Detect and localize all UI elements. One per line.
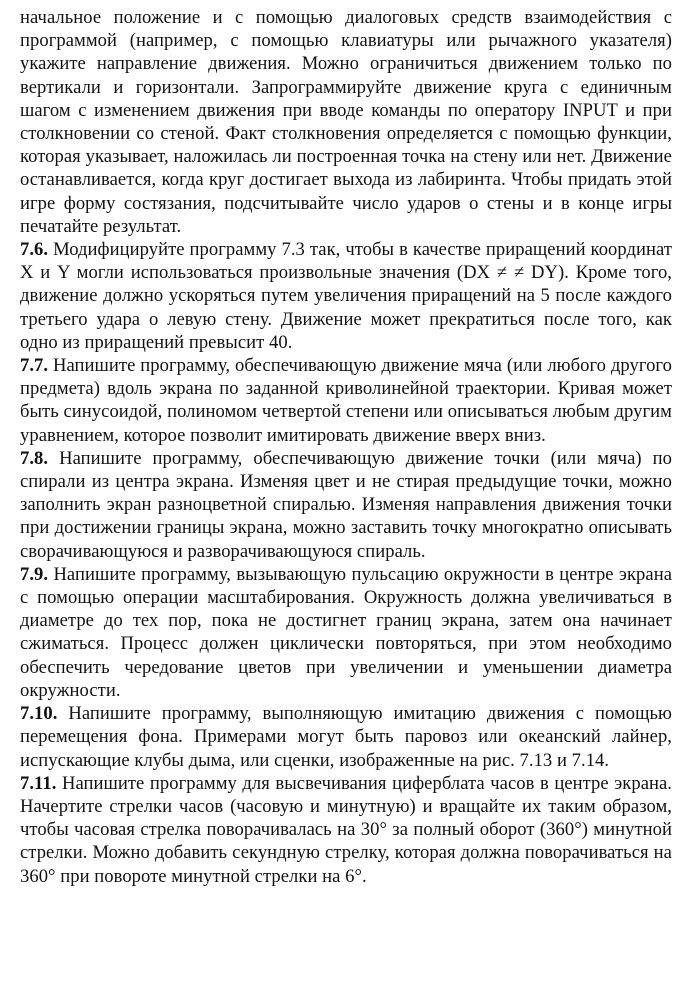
task-number: 7.7. xyxy=(20,355,49,377)
task-text: Напишите программу, обеспечивающую движение мяча (или любого другого предмета) вдоль экрана по заданной криволинейной траектории. Кривая может быть синусоидой, полиномом четвертой степени или описываться любым другим уравнением, которое позволит имитировать движение вверх вниз. xyxy=(20,355,672,446)
task-number: 7.10. xyxy=(20,703,58,725)
task-number: 7.11. xyxy=(20,772,57,794)
task-number: 7.9. xyxy=(20,563,49,585)
task-number: 7.8. xyxy=(20,447,49,469)
task-7-9 xyxy=(20,563,672,702)
intro-paragraph: начальное положение и с помощью диалоговых средств взаимодействия с программой (например, с помощью клавиатуры или рычажного указателя) укажите направление движения. Можно ограничиться движением только по вертикали и горизонтали. Запрограммируйте движение круга с единичным шагом с изменением движения при вводе команды по оператору INPUT и при столкновении со стеной. Факт столкновения определяется с помощью функции, которая указывает, наложилась ли построенная точка на стену или нет. Движение останавливается, когда круг достигает выхода из лабиринта. Чтобы придать этой игре форму состязания, подсчитывайте число ударов о стены и в конце игры печатайте результат. xyxy=(20,7,672,237)
task-number: 7.6. xyxy=(20,239,49,261)
task-text: Напишите программу, вызывающую пульсацию окружности в центре экрана с помощью операции масштабирования. Окружность должна увеличиваться в диаметре до тех пор, пока не достигнет границ экрана, затем она начинает сжиматься. Процесс должен циклически повторяться, при этом необходимо обеспечить чередование цветов при увеличении и уменьшении диаметра окружности. xyxy=(20,563,673,701)
task-text: Модифицируйте программу 7.3 так, чтобы в качестве приращений координат X и Y могли использоваться произвольные значения (DX ≠ ≠ DY). Кроме того, движение должно ускоряться путем увеличения приращений на 5 после каждого третьего удара о левую стену. Движение может прекратиться после того, как одно из приращений превысит 40. xyxy=(20,239,672,353)
task-7-11 xyxy=(20,772,672,888)
task-7-10 xyxy=(20,702,672,772)
task-7-8 xyxy=(20,447,672,563)
task-text: Напишите программу для высвечивания циферблата часов в центре экрана. Начертите стрелки часов (часовую и минутную) и вращайте их таким образом, чтобы часовая стрелка поворачивалась на 30° за полный оборот (360°) минутной стрелки. Можно добавить секундную стрелку, которая должна поворачиваться на 360° при повороте минутной стрелки на 6°. xyxy=(20,772,673,887)
task-text: Напишите программу, обеспечивающую движение точки (или мяча) по спирали из центра экрана. Изменяя цвет и не стирая предыдущие точки, можно заполнить экран разноцветной спиралью. Изменяя направления движения точки при достижении границы экрана, можно заставить точку многократно описывать сворачивающуюся и разворачивающуюся спираль. xyxy=(20,447,672,562)
task-7-7 xyxy=(20,354,672,447)
task-7-6 xyxy=(20,238,672,354)
task-text: Напишите программу, выполняющую имитацию движения с помощью перемещения фона. Примерами могут быть паровоз или океанский лайнер, испускающие клубы дыма, или сценки, изображенные на рис. 7.13 и 7.14. xyxy=(20,703,672,771)
